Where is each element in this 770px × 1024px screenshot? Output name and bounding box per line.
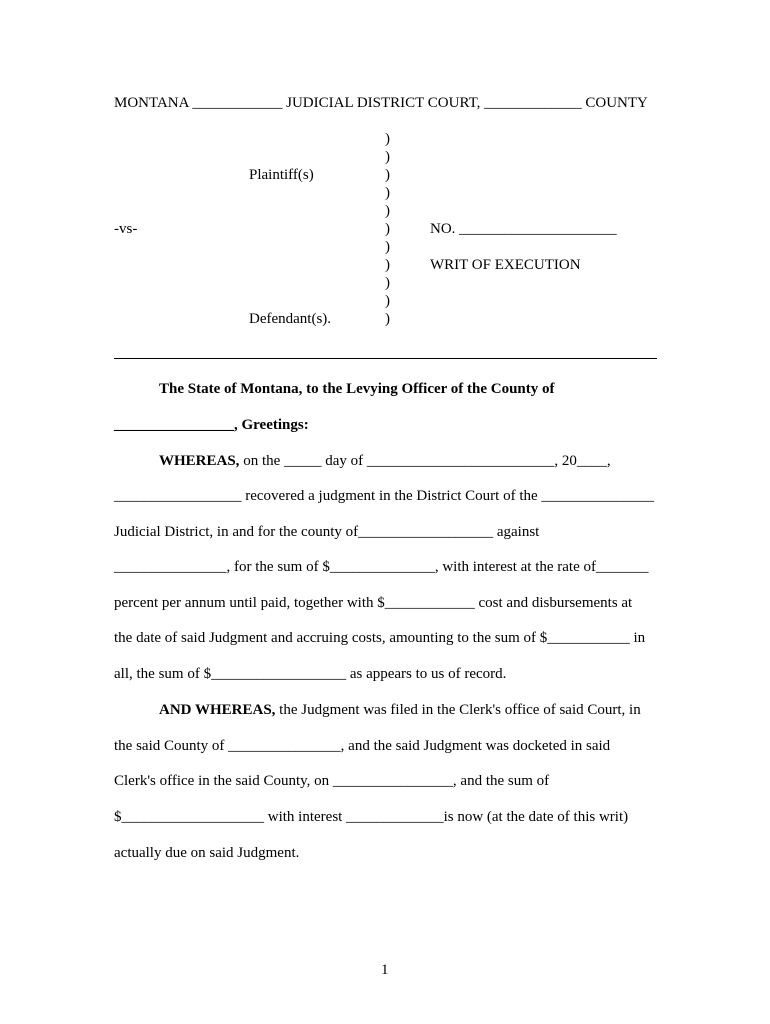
body-line: all, the sum of $__________________ as appears to us of record. (114, 666, 507, 682)
body-line: _______________, for the sum of $______________, with interest at the rate of_______ (114, 559, 649, 575)
caption-paren: ) (385, 311, 390, 327)
caption-paren: ) (385, 203, 390, 219)
body-line: Judicial District, in and for the county of__________________ against (114, 524, 540, 540)
body-line: the said County of _______________, and the said Judgment was docketed in said (114, 738, 611, 754)
caption-divider (114, 358, 657, 359)
caption-paren: ) (385, 131, 390, 147)
caption-paren: ) (385, 239, 390, 255)
caption-paren: ) (385, 149, 390, 165)
plaintiff-label: Plaintiff(s) (249, 167, 314, 183)
caption-paren: ) (385, 257, 390, 273)
body-line: percent per annum until paid, together with $____________ cost and disbursements at (114, 595, 633, 611)
whereas-label: WHEREAS, (159, 453, 240, 469)
and-whereas-paragraph-line (159, 701, 641, 719)
and-whereas-label: AND WHEREAS, (159, 702, 276, 718)
document-title: WRIT OF EXECUTION (430, 257, 581, 273)
case-number-field: NO. _____________________ (430, 221, 617, 237)
caption-paren: ) (385, 221, 390, 237)
greetings-line: ________________, Greetings: (114, 417, 309, 433)
and-whereas-line-text: the Judgment was filed in the Clerk's office of said Court, in (275, 702, 641, 718)
caption-paren: ) (385, 185, 390, 201)
versus-label: -vs- (114, 221, 138, 237)
body-line: $___________________ with interest _____________is now (at the date of this writ) (114, 809, 629, 825)
body-line: Clerk's office in the said County, on ________________, and the sum of (114, 773, 550, 789)
whereas-paragraph-line (159, 452, 611, 470)
whereas-line-text: on the _____ day of _________________________, 20____, (239, 453, 611, 469)
caption-paren: ) (385, 293, 390, 309)
caption-paren: ) (385, 275, 390, 291)
caption-paren: ) (385, 167, 390, 183)
body-line: the date of said Judgment and accruing costs, amounting to the sum of $___________ in (114, 630, 646, 646)
page-number: 1 (381, 962, 389, 978)
defendant-label: Defendant(s). (249, 311, 332, 327)
court-heading: MONTANA ____________ JUDICIAL DISTRICT COURT, _____________ COUNTY (114, 95, 648, 111)
body-line: actually due on said Judgment. (114, 845, 300, 861)
addressee-line: The State of Montana, to the Levying Officer of the County of (159, 381, 555, 397)
body-line: _________________ recovered a judgment in the District Court of the _______________ (114, 488, 654, 504)
